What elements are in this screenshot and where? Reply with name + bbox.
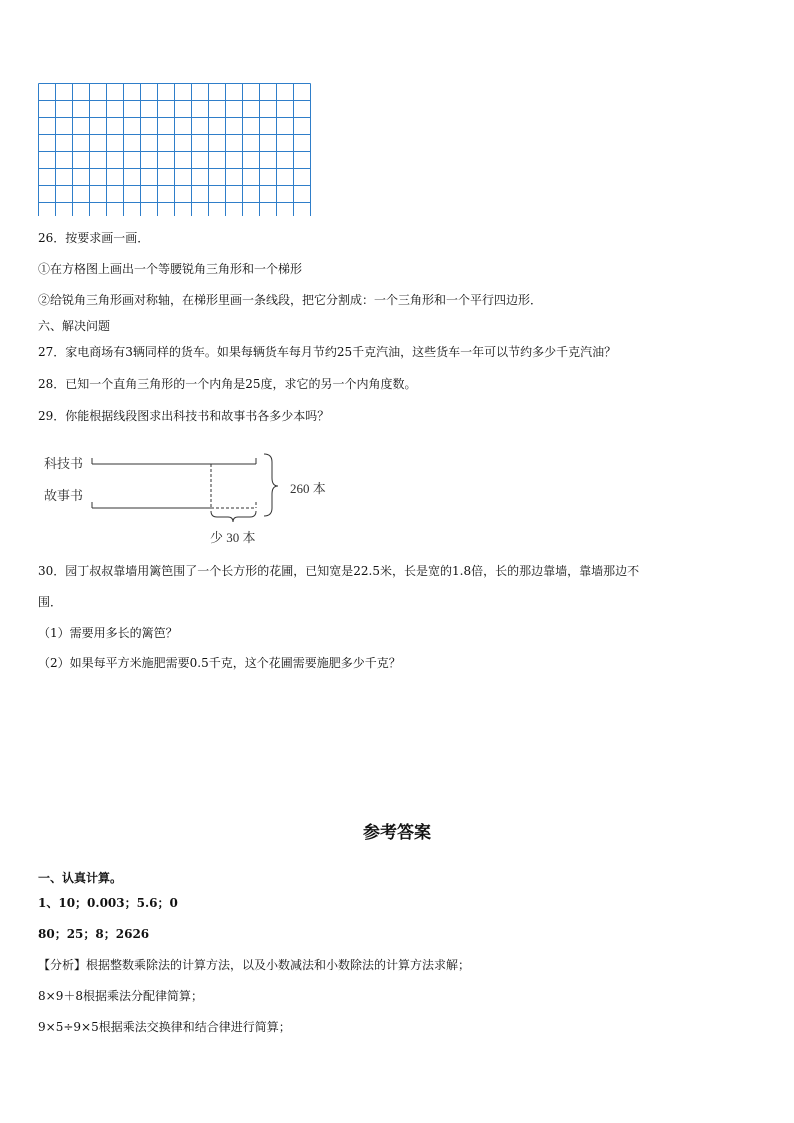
difference-dashed-segment: [211, 464, 256, 508]
answers-section-1: 一、认真计算。: [38, 871, 123, 885]
science-books-segment: [92, 458, 256, 464]
question-30-sub-1: （1）需要用多长的篱笆？: [38, 626, 178, 640]
total-books-label: 260 本: [290, 481, 326, 496]
question-30-sub-2: （2）如果每平方米施肥需要0.5千克，这个花圃需要施肥多少千克？: [38, 656, 401, 670]
line-segment-diagram: [40, 448, 360, 548]
story-books-segment: [92, 502, 211, 508]
question-26-item-1: ①在方格图上画出一个等腰锐角三角形和一个梯形: [38, 262, 303, 276]
label-science-books: 科技书: [44, 456, 84, 471]
answer-step-2: 9×5÷9×5根据乘法交换律和结合律进行简算；: [38, 1020, 291, 1034]
difference-brace: [211, 511, 256, 522]
question-30-line-1: 30．园丁叔叔靠墙用篱笆围了一个长方形的花圃，已知宽是22.5米，长是宽的1.8倍，长的那边靠墙，靠墙那边不: [38, 564, 640, 578]
total-brace: [264, 454, 278, 516]
question-29: 29．你能根据线段图求出科技书和故事书各多少本吗？: [38, 409, 330, 423]
answer-1-line-2: 80；25；8；2626: [38, 927, 150, 941]
difference-label: 少 30 本: [210, 530, 256, 545]
question-26-title: 26．按要求画一画．: [38, 231, 150, 245]
question-27: 27．家电商场有3辆同样的货车。如果每辆货车每月节约25千克汽油，这些货车一年可以节约多少千克汽油？: [38, 345, 617, 359]
drawing-grid: [38, 83, 314, 216]
question-28: 28．已知一个直角三角形的一个内角是25度，求它的另一个内角度数。: [38, 377, 417, 391]
answer-step-1: 8×9＋8根据乘法分配律简算；: [38, 989, 203, 1003]
question-30-line-2: 围．: [38, 595, 63, 609]
answers-title: 参考答案: [363, 823, 431, 843]
section-6-heading: 六、解决问题: [38, 319, 111, 333]
answer-1-line-1: 1、10；0.003；5.6；0: [38, 896, 178, 910]
label-story-books: 故事书: [44, 488, 84, 503]
answer-analysis: 【分析】根据整数乘除法的计算方法，以及小数减法和小数除法的计算方法求解；: [38, 958, 471, 972]
question-26-item-2: ②给锐角三角形画对称轴，在梯形里画一条线段，把它分割成：一个三角形和一个平行四边形．: [38, 293, 543, 307]
